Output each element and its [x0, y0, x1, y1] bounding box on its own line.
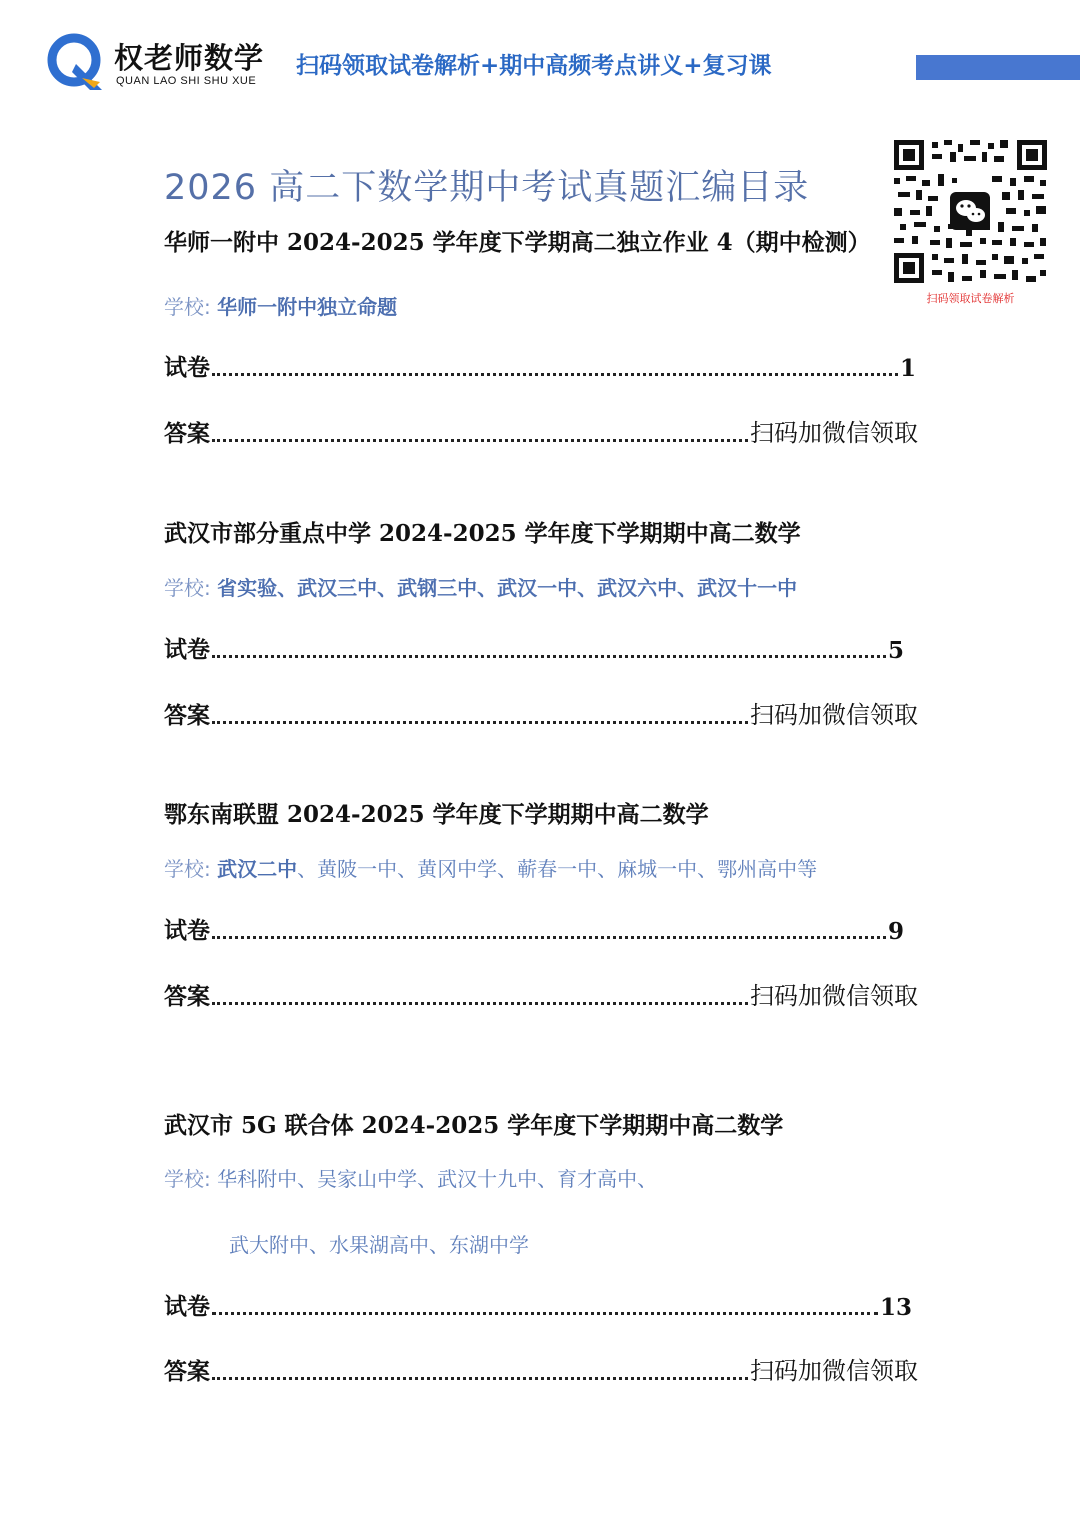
header-accent-bar	[916, 55, 1080, 80]
school-line	[164, 853, 817, 882]
toc-entry-paper[interactable]	[164, 1291, 912, 1321]
section-title: 鄂东南联盟 2024-2025 学年度下学期期中高二数学	[164, 801, 709, 828]
toc-entry-answer[interactable]	[164, 1356, 918, 1386]
section-title: 华师一附中 2024-2025 学年度下学期高二独立作业 4（期中检测）	[164, 229, 871, 256]
dot-leader	[212, 655, 886, 658]
school-label: 学校:	[164, 295, 211, 319]
brand-logo-icon	[46, 32, 106, 92]
wechat-qr-code-icon[interactable]	[892, 138, 1049, 285]
school-names-continued: 武大附中、水果湖高中、东湖中学	[229, 1233, 529, 1257]
page-number: 1	[899, 355, 916, 382]
page-number: 13	[879, 1294, 912, 1321]
dot-leader	[212, 1312, 878, 1315]
page-number: 5	[887, 637, 904, 664]
toc-label: 答案	[164, 983, 210, 1010]
toc-label: 试卷	[164, 354, 210, 381]
school-label: 学校:	[164, 857, 211, 881]
toc-entry-paper[interactable]	[164, 352, 916, 382]
school-label: 学校:	[164, 576, 211, 600]
dot-leader	[212, 1002, 748, 1005]
answer-note: 扫码加微信领取	[750, 419, 918, 447]
school-names: 华师一附中独立命题	[217, 295, 398, 319]
dot-leader	[212, 1377, 748, 1380]
school-names: 省实验、武汉三中、武钢三中、武汉一中、武汉六中、武汉十一中	[217, 576, 798, 600]
toc-label: 答案	[164, 1358, 210, 1385]
school-line	[164, 572, 797, 601]
school-line	[164, 291, 397, 320]
brand-pinyin: QUAN LAO SHI SHU XUE	[116, 75, 257, 87]
toc-label: 试卷	[164, 917, 210, 944]
dot-leader	[212, 439, 748, 442]
dot-leader	[212, 936, 886, 939]
qr-caption: 扫码领取试卷解析	[926, 292, 1015, 305]
page-title: 2026 高二下数学期中考试真题汇编目录	[164, 168, 810, 208]
toc-entry-paper[interactable]	[164, 634, 904, 664]
toc-entry-answer[interactable]	[164, 418, 918, 448]
section-title: 武汉市 5G 联合体 2024-2025 学年度下学期期中高二数学	[164, 1112, 784, 1139]
toc-label: 答案	[164, 702, 210, 729]
toc-entry-answer[interactable]	[164, 700, 918, 730]
toc-entry-paper[interactable]	[164, 915, 904, 945]
toc-entry-answer[interactable]	[164, 981, 918, 1011]
dot-leader	[212, 373, 898, 376]
toc-label: 答案	[164, 420, 210, 447]
school-names: 华科附中、吴家山中学、武汉十九中、育才高中、	[217, 1167, 658, 1191]
answer-note: 扫码加微信领取	[750, 1357, 918, 1385]
dot-leader	[212, 721, 748, 724]
school-names: 、黄陂一中、黄冈中学、蕲春一中、麻城一中、鄂州高中等	[297, 857, 818, 881]
answer-note: 扫码加微信领取	[750, 701, 918, 729]
header-slogan[interactable]: 扫码领取试卷解析+期中高频考点讲义+复习课	[296, 53, 772, 79]
page-number: 9	[887, 918, 904, 945]
school-line	[164, 1163, 657, 1192]
answer-note: 扫码加微信领取	[750, 982, 918, 1010]
toc-label: 试卷	[164, 1293, 210, 1320]
brand-name: 权老师数学	[114, 41, 265, 75]
toc-label: 试卷	[164, 636, 210, 663]
school-label: 学校:	[164, 1167, 211, 1191]
section-title: 武汉市部分重点中学 2024-2025 学年度下学期期中高二数学	[164, 520, 801, 547]
school-names-bold: 武汉二中	[217, 857, 298, 881]
